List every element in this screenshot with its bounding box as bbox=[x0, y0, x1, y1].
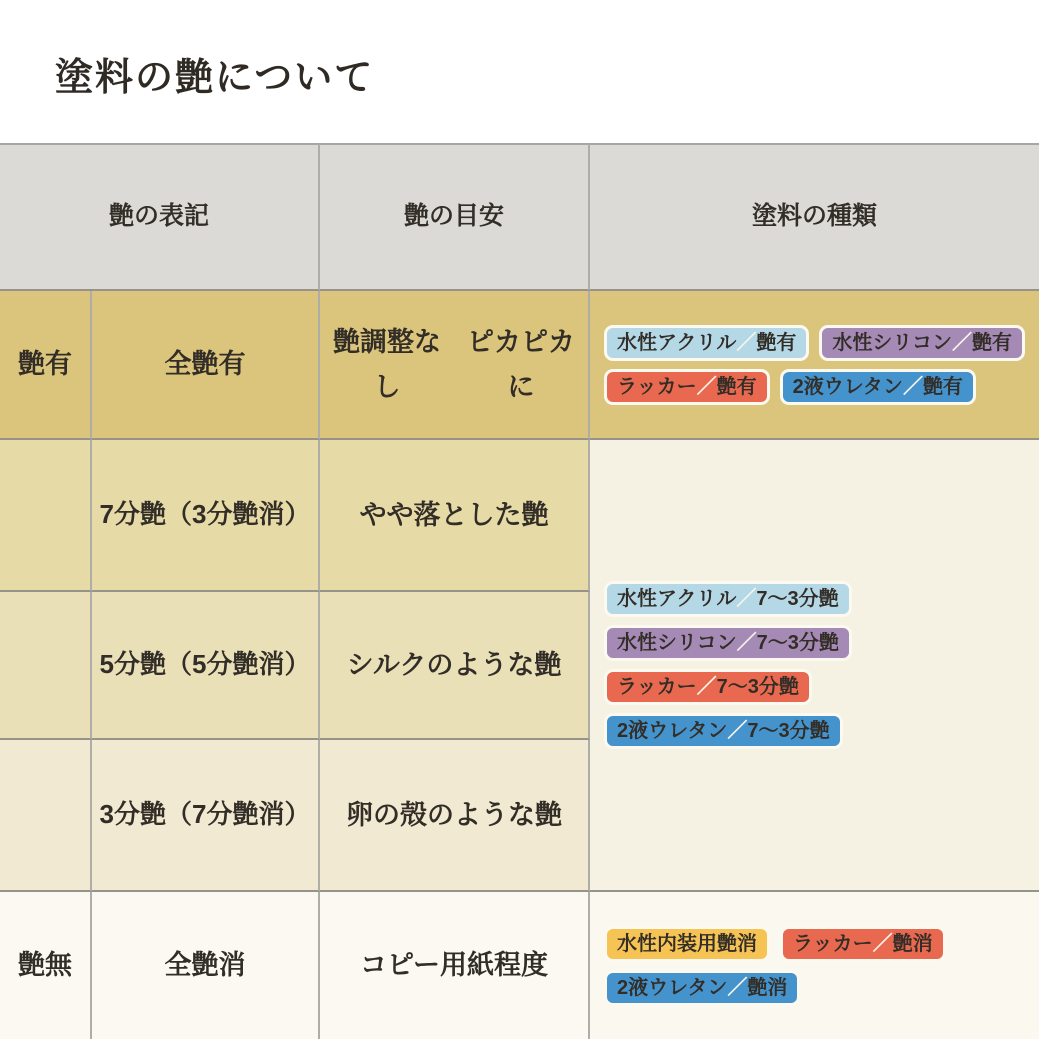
cell-category-empty bbox=[0, 592, 92, 740]
paint-badge: 水性シリコン ／ 艶有 bbox=[819, 325, 1025, 361]
cell-notation-5bu: 5分艶（5分艶消） bbox=[92, 592, 320, 740]
cell-guide-matte: コピー用紙程度 bbox=[320, 892, 590, 1039]
paint-badge: ラッカー ／ 艶有 bbox=[604, 369, 770, 405]
paint-badge: 2液ウレタン ／ 7〜3分艶 bbox=[604, 713, 843, 749]
paint-badge: 水性内装用艶消 bbox=[604, 926, 770, 962]
paint-badge: 2液ウレタン ／ 艶有 bbox=[780, 369, 976, 405]
cell-guide-3bu: 卵の殻のような艶 bbox=[320, 740, 590, 892]
paint-badge: 水性アクリル ／ 7〜3分艶 bbox=[604, 581, 852, 617]
paint-badge: 水性シリコン ／ 7〜3分艶 bbox=[604, 625, 852, 661]
badge-row bbox=[604, 325, 1025, 361]
cell-category-matte: 艶無 bbox=[0, 892, 92, 1039]
gloss-table bbox=[0, 143, 1039, 1039]
badge-row bbox=[604, 970, 800, 1006]
paint-badge: ラッカー ／ 7〜3分艶 bbox=[604, 669, 812, 705]
cell-category-empty bbox=[0, 740, 92, 892]
cell-guide-5bu: シルクのような艶 bbox=[320, 592, 590, 740]
cell-paints-matte bbox=[590, 892, 1039, 1039]
cell-notation-7bu: 7分艶（3分艶消） bbox=[92, 440, 320, 592]
header-gloss-guide: 艶の目安 bbox=[320, 143, 590, 291]
badge-row bbox=[604, 926, 946, 962]
page-title: 塗料の艶について bbox=[55, 57, 375, 99]
paint-badge: 2液ウレタン ／ 艶消 bbox=[604, 970, 800, 1006]
guide-line-2: ピカピカに bbox=[467, 326, 575, 402]
guide-line-1: 艶調整なし bbox=[333, 326, 441, 402]
badge-row bbox=[604, 369, 976, 405]
paint-badge: 水性アクリル ／ 艶有 bbox=[604, 325, 809, 361]
paint-badge: ラッカー ／ 艶消 bbox=[780, 926, 946, 962]
cell-notation-full-gloss: 全艶有 bbox=[92, 291, 320, 440]
cell-notation-matte: 全艶消 bbox=[92, 892, 320, 1039]
header-gloss-notation: 艶の表記 bbox=[0, 143, 320, 291]
cell-notation-3bu: 3分艶（7分艶消） bbox=[92, 740, 320, 892]
cell-paints-full-gloss bbox=[590, 291, 1039, 440]
cell-category-empty bbox=[0, 440, 92, 592]
cell-category-gloss: 艶有 bbox=[0, 291, 92, 440]
header-paint-type: 塗料の種類 bbox=[590, 143, 1039, 291]
cell-paints-half-gloss bbox=[590, 440, 1039, 892]
cell-guide-full-gloss bbox=[320, 291, 590, 440]
cell-guide-7bu: やや落とした艶 bbox=[320, 440, 590, 592]
